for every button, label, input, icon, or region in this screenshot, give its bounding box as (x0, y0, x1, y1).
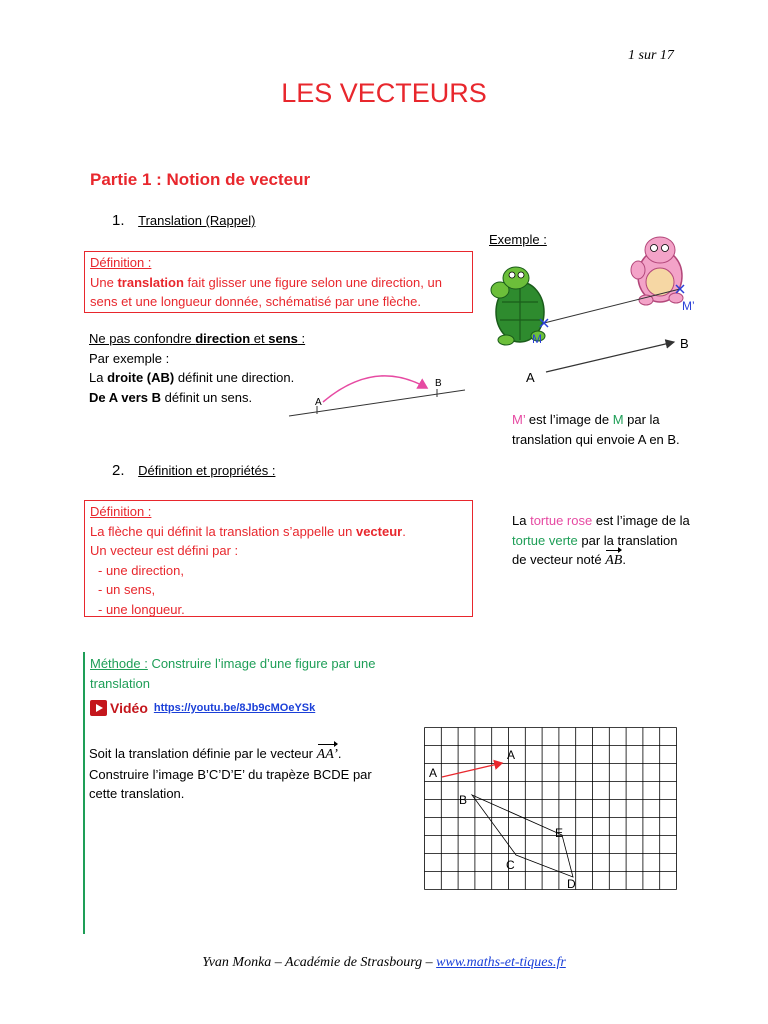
footer-author: Yvan Monka – Académie de Strasbourg – (202, 955, 437, 970)
definition2-line1: La flèche qui définit la translation s’appelle un vecteur. (90, 523, 406, 539)
method-heading: Méthode : Construire l’image d’une figure par une translation (90, 656, 376, 691)
grid-label-b: B (459, 793, 468, 807)
grid-label-e: E (555, 826, 564, 840)
section1-heading (112, 212, 255, 229)
grid-label-d: D (567, 877, 576, 891)
video-play-icon[interactable] (90, 700, 107, 716)
definition2-line2: Un vecteur est défini par : (90, 543, 239, 558)
method-label: Méthode : (90, 656, 148, 671)
definition1-line1: Une translation fait glisser une figure selon une direction, un (90, 274, 442, 290)
definition2-box (84, 500, 473, 617)
arrow-label-b: B (680, 336, 689, 351)
confusion-example-intro: Par exemple : (89, 350, 170, 366)
method-instructions: Soit la translation définie par le vecteur AA’. Construire l’image B’C’D’E’ du trapèze BCDE par cette translation. (89, 746, 372, 801)
section1-title: Translation (Rappel) (138, 213, 256, 228)
section2-heading (112, 462, 275, 479)
video-label: Vidéo (110, 700, 148, 716)
turtle-label-m: M (532, 332, 542, 346)
footer (0, 955, 768, 971)
turtle-figure (488, 232, 708, 402)
example-label: Exemple : (489, 232, 547, 247)
tortue-text: La tortue rose est l’image de la tortue verte par la translation de vecteur noté AB. (512, 511, 690, 571)
arrow-label-a: A (526, 370, 535, 385)
method-bar (83, 652, 85, 934)
confusion-block (89, 329, 305, 407)
section2-number: 2. (112, 462, 125, 479)
turtle-label-m-prime: M’ (682, 299, 695, 313)
small-label-a: A (315, 397, 322, 408)
definition2-label: Définition : (90, 504, 152, 519)
definition1-box (84, 251, 473, 313)
section2-title: Définition et propriétés : (138, 463, 276, 478)
vector-ab: AB (605, 551, 622, 571)
example-caption: M’ est l’image de M par la translation qui envoie A en B. (512, 412, 680, 447)
video-row[interactable] (90, 700, 315, 716)
part1-title: Partie 1 : Notion de vecteur (90, 170, 311, 189)
confusion-heading: Ne pas confondre direction et sens : (89, 331, 306, 346)
definition1-label: Définition : (90, 255, 152, 270)
definition2-item: - un sens, (98, 582, 156, 597)
page-number: 1 sur 17 (628, 48, 674, 63)
video-link[interactable]: https://youtu.be/8Jb9cMOeYSk (153, 702, 316, 714)
small-label-b: B (435, 378, 442, 389)
section1-number: 1. (112, 212, 125, 229)
footer-website-link[interactable]: www.maths-et-tiques.fr (436, 955, 566, 970)
definition2-item: - une direction, (98, 562, 184, 578)
page-title: LES VECTEURS (281, 78, 487, 108)
grid-label-a-prime: A (507, 748, 516, 762)
vector-aa-prime: AA’ (317, 745, 338, 765)
grid-label-c: C (506, 858, 515, 872)
confusion-line-direction: La droite (AB) définit une direction. (89, 370, 295, 385)
definition1-line2: sens et une longueur donnée, schématisé par une flèche. (90, 294, 422, 309)
line-ab-figure (285, 368, 470, 420)
confusion-line-sens: De A vers B définit un sens. (89, 389, 253, 405)
grid-figure (424, 727, 678, 891)
grid-label-a: A (429, 766, 438, 780)
definition2-item: - une longueur. (98, 601, 185, 617)
